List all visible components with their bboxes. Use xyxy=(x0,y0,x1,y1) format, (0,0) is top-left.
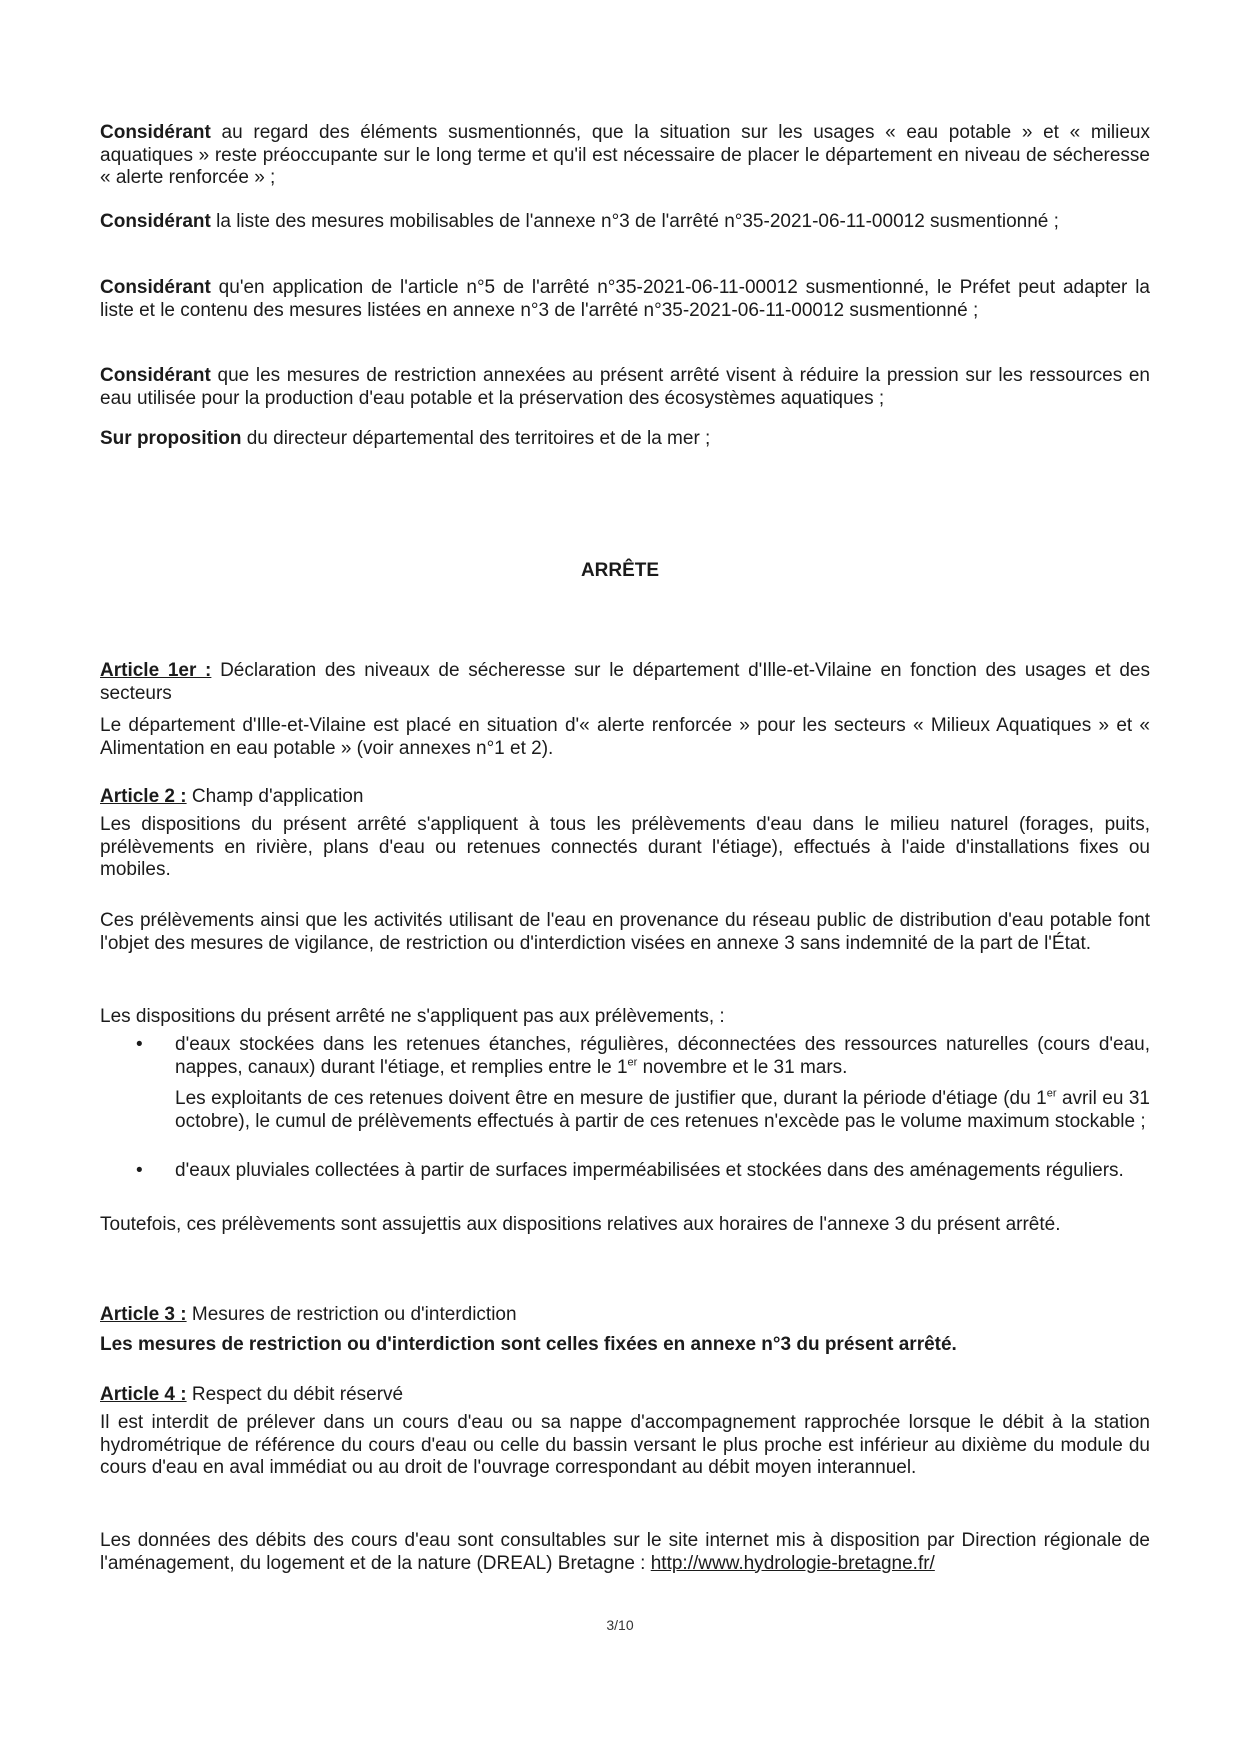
considerant-1 xyxy=(100,122,1150,190)
page-number: 3/10 xyxy=(606,1617,634,1633)
bullet-text-part: Les exploitants de ces retenues doivent être en mesure de justifier que, durant la période d'étiage (du 1 xyxy=(175,1088,1047,1109)
considerant-lead: Considérant xyxy=(100,365,211,386)
arrete-title: ARRÊTE xyxy=(580,560,660,581)
considerant-text: qu'en application de l'article n°5 de l'arrêté n°35-2021-06-11-00012 susmentionné, le Préfet peut adapter la liste et le contenu des mesures listées en annexe n°3 de l'arrêté n°35-2021-06-11-00012 susmentionné ; xyxy=(100,277,1150,321)
bullet-text xyxy=(175,1034,1150,1079)
bullet-text-part: d'eaux stockées dans les retenues étanches, régulières, déconnectées des ressources naturelles (cours d'eau, nappes, canaux) durant l'étiage, et remplies entre le 1 xyxy=(175,1034,1150,1078)
article-2-label: Article 2 : xyxy=(100,786,187,807)
bullet-text: d'eaux pluviales collectées à partir de surfaces imperméabilisées et stockées dans des aménagements réguliers. xyxy=(175,1160,1124,1181)
article-3-title: Mesures de restriction ou d'interdiction xyxy=(186,1304,517,1325)
article-2-paragraph-4: Toutefois, ces prélèvements sont assujettis aux dispositions relatives aux horaires de l'annexe 3 du présent arrêté. xyxy=(100,1214,1061,1235)
considerant-text: au regard des éléments susmentionnés, que la situation sur les usages « eau potable » et « milieux aquatiques » reste préoccupante sur le long terme et qu'il est nécessaire de placer le département en niveau de sécheresse « alerte renforcée » ; xyxy=(100,122,1150,188)
proposition xyxy=(100,428,1150,451)
considerant-3 xyxy=(100,277,1150,322)
article-4-text: Les données des débits des cours d'eau sont consultables sur le site internet mis à disposition par Direction régionale de l'aménagement, du logement et de la nature (DREAL) Bretagne : xyxy=(100,1530,1150,1574)
article-2-title: Champ d'application xyxy=(186,786,364,807)
dreal-link[interactable]: http://www.hydrologie-bretagne.fr/ xyxy=(650,1552,935,1574)
article-1-heading xyxy=(100,660,1150,705)
superscript: er xyxy=(1046,1087,1057,1100)
bullet-continuation xyxy=(175,1088,1150,1133)
article-2-paragraph-3: Les dispositions du présent arrêté ne s'appliquent pas aux prélèvements, : xyxy=(100,1006,725,1027)
considerant-lead: Considérant xyxy=(100,211,211,232)
bullet-icon: • xyxy=(136,1034,143,1055)
bullet-text-part: novembre et le 31 mars. xyxy=(637,1056,848,1078)
article-1-title: Déclaration des niveaux de sécheresse sur le département d'Ille-et-Vilaine en fonction des usages et des secteurs xyxy=(100,660,1150,704)
article-3-body: Les mesures de restriction ou d'interdiction sont celles fixées en annexe n°3 du présent arrêté. xyxy=(100,1334,957,1355)
proposition-text: du directeur départemental des territoires et de la mer ; xyxy=(241,428,711,449)
considerant-lead: Considérant xyxy=(100,277,211,298)
article-4-paragraph-1: Il est interdit de prélever dans un cours d'eau ou sa nappe d'accompagnement rapprochée lorsque le débit à la station hydrométrique de référence du cours d'eau ou celle du bassin versant le plus proche est inférieur au dixième du module du cours d'eau en aval immédiat ou au droit de l'ouvrage correspondant au débit moyen interannuel. xyxy=(100,1412,1150,1478)
article-4-title: Respect du débit réservé xyxy=(186,1384,404,1405)
considerant-text: la liste des mesures mobilisables de l'annexe n°3 de l'arrêté n°35-2021-06-11-00012 susmentionné ; xyxy=(210,211,1059,232)
considerant-4 xyxy=(100,365,1150,410)
article-4-heading xyxy=(100,1384,1150,1407)
article-2-paragraph-2: Ces prélèvements ainsi que les activités utilisant de l'eau en provenance du réseau public de distribution d'eau potable font l'objet des mesures de vigilance, de restriction ou d'interdiction visées en annexe 3 sans indemnité de la part de l'État. xyxy=(100,910,1150,954)
article-1-body: Le département d'Ille-et-Vilaine est placé en situation d'« alerte renforcée » pour les secteurs « Milieux Aquatiques » et « Alimentation en eau potable » (voir annexes n°1 et 2). xyxy=(100,715,1150,759)
proposition-lead: Sur proposition xyxy=(100,428,242,449)
considerant-2 xyxy=(100,211,1150,234)
bullet-text-part: avril eu 31 octobre), le cumul de prélèvements effectués à partir de ces retenues n'excède pas le volume maximum stockable ; xyxy=(175,1088,1150,1132)
article-2-heading xyxy=(100,786,1150,809)
article-3-label: Article 3 : xyxy=(100,1304,187,1325)
article-4-label: Article 4 : xyxy=(100,1384,187,1405)
bullet-icon: • xyxy=(136,1160,143,1181)
considerant-lead: Considérant xyxy=(100,122,211,143)
article-4-paragraph-2 xyxy=(100,1530,1150,1575)
article-3-heading xyxy=(100,1304,1150,1327)
superscript: er xyxy=(627,1056,638,1069)
article-1-label: Article 1er : xyxy=(100,660,212,681)
article-2-paragraph-1: Les dispositions du présent arrêté s'appliquent à tous les prélèvements d'eau dans le milieu naturel (forages, puits, prélèvements en rivière, plans d'eau ou retenues connectés durant l'étiage), effectués à l'aide d'installations fixes ou mobiles. xyxy=(100,814,1150,880)
considerant-text: que les mesures de restriction annexées au présent arrêté visent à réduire la pression sur les ressources en eau utilisée pour la production d'eau potable et la préservation des écosystèmes aquatiques ; xyxy=(100,365,1150,409)
